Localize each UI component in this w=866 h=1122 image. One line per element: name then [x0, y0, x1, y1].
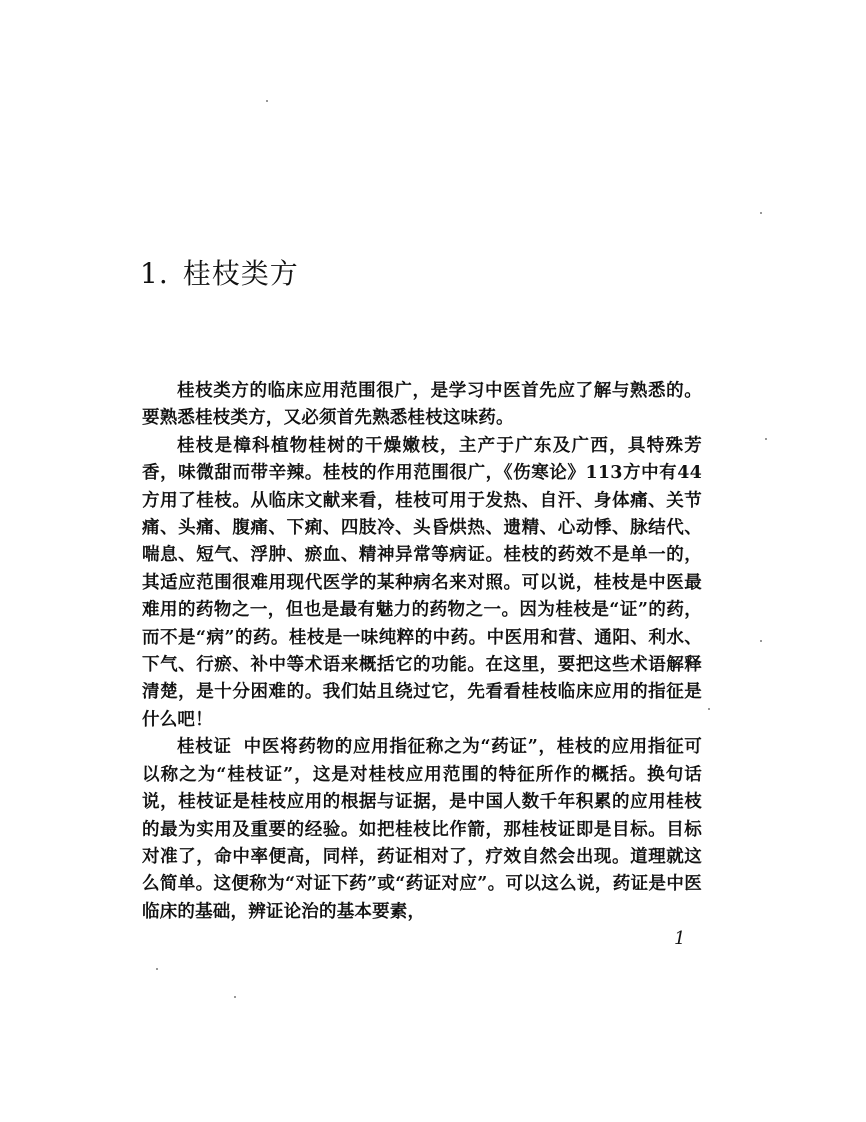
paragraph-guizhi-zheng: [142, 734, 702, 926]
paragraph-intro-text: 桂枝类方的临床应用范围很广，是学习中医首先应了解与熟悉的。要熟悉桂枝类方，又必须首先熟悉桂枝这味药。: [142, 381, 702, 429]
paragraph-intro: [142, 378, 702, 433]
scan-speck: [234, 996, 236, 998]
chapter-number: 1.: [140, 257, 169, 290]
scan-speck: [765, 438, 767, 440]
scan-speck: [760, 640, 762, 642]
paragraph-term: 桂枝证: [177, 737, 232, 758]
scan-speck: [156, 968, 158, 970]
chapter-heading: [140, 254, 299, 294]
paragraph-guizhi-zheng-text: 中医将药物的应用指征称之为“药证”，桂枝的应用指征可以称之为“桂枝证”，这是对桂枝应用范围的特征所作的概括。换句话说，桂枝证是桂枝应用的根据与证据，是中国人数千年积累的应用桂枝的最为实用及重要的经验。如把桂枝比作箭，那桂枝证即是目标。目标对准了，命中率便高，同样，药证相对了，疗效自然会出现。道理就这么简单。这便称为“对证下药”或“药证对应”。可以这么说，药证是中医临床的基础，辨证论治的基本要素，: [142, 737, 702, 922]
scan-speck: [708, 708, 710, 710]
paragraph-guizhi-description: [142, 433, 702, 734]
scan-speck: [266, 100, 268, 102]
paragraph-guizhi-description-text: 桂枝是樟科植物桂树的干燥嫩枝，主产于广东及广西，具特殊芳香，味微甜而带辛辣。桂枝的作用范围很广，《伤寒论》113方中有44方用了桂枝。从临床文献来看，桂枝可用于发热、自汗、身体痛、关节痛、头痛、腹痛、下痢、四肢冷、头昏烘热、遗精、心动悸、脉结代、喘息、短气、浮肿、瘀血、精神异常等病证。桂枝的药效不是单一的，其适应范围很难用现代医学的某种病名来对照。可以说，桂枝是中医最难用的药物之一，但也是最有魅力的药物之一。因为桂枝是“证”的药，而不是“病”的药。桂枝是一味纯粹的中药。中医用和营、通阳、利水、下气、行瘀、补中等术语来概括它的功能。在这里，要把这些术语解释清楚，是十分困难的。我们姑且绕过它，先看看桂枝临床应用的指征是什么吧！: [142, 435, 702, 730]
scan-speck: [760, 212, 762, 214]
page-number: 1: [674, 928, 686, 949]
body-text: [142, 378, 702, 926]
chapter-title: 桂枝类方: [182, 257, 299, 290]
